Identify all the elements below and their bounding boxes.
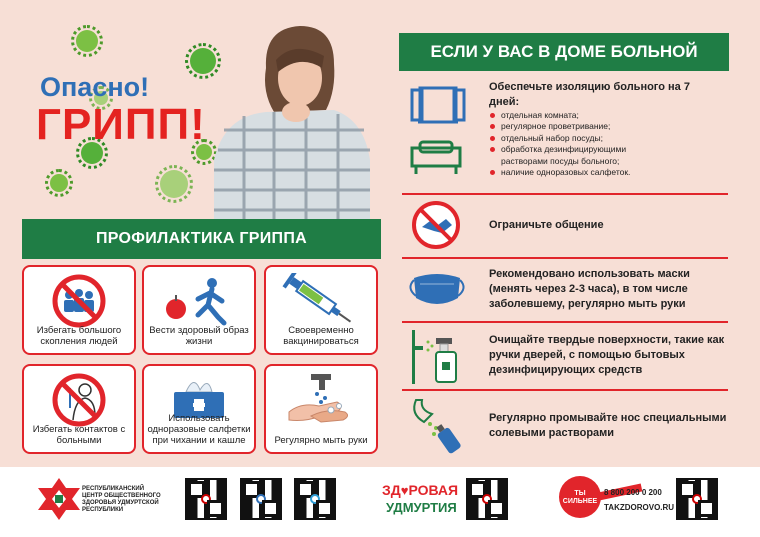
window-icon — [410, 84, 466, 126]
site-link[interactable]: TAKZDOROVO.RU — [604, 503, 675, 512]
prevention-card-label: Избегать большого скопления людей — [36, 325, 122, 347]
prevention-card-label: Избегать контактов с больными — [32, 424, 126, 446]
qr-code-brand[interactable] — [466, 478, 508, 520]
hand-washing-icon — [281, 372, 361, 428]
divider — [402, 389, 728, 391]
prevention-card-tissues — [142, 364, 256, 454]
prevention-card-label: Регулярно мыть руки — [274, 435, 368, 446]
divider — [402, 321, 728, 323]
prevention-card-crowd — [22, 265, 136, 355]
heart-icon: ♥ — [400, 483, 409, 498]
no-crowd-icon — [49, 273, 109, 329]
qr-code[interactable] — [185, 478, 227, 520]
virus-icon — [160, 170, 188, 198]
virus-icon — [190, 48, 216, 74]
list-item: регулярное проветривание; — [489, 121, 659, 132]
isolation-list — [489, 110, 659, 178]
phone-number[interactable]: 8 800 200 0 200 — [604, 488, 662, 497]
home-title-bar: ЕСЛИ У ВАС В ДОМЕ БОЛЬНОЙ — [399, 33, 729, 71]
qr-code-vk[interactable] — [240, 478, 282, 520]
badge-stronger: ТЫ СИЛЬНЕЕ — [559, 476, 601, 518]
spray-bottle-icon — [410, 328, 470, 386]
list-item: наличие одноразовых салфеток. — [489, 167, 659, 178]
prevention-card-contact — [22, 364, 136, 454]
title-danger: Опасно! — [40, 72, 150, 102]
prevention-title-bar: ПРОФИЛАКТИКА ГРИППА — [22, 219, 381, 259]
syringe-icon — [281, 273, 361, 329]
bed-icon — [408, 138, 464, 178]
prevention-card-label: Использовать одноразовые салфетки при чихании и кашле — [147, 413, 251, 446]
divider — [402, 257, 728, 259]
brand-line1-part: РОВАЯ — [408, 482, 459, 498]
prevention-card-vaccine — [264, 265, 378, 355]
home-row-text: Ограничьте общение — [489, 219, 604, 231]
prevention-card-lifestyle — [142, 265, 256, 355]
qr-code-telegram[interactable] — [294, 478, 336, 520]
prevention-card-label: Своевременно вакцинироваться — [283, 325, 359, 347]
home-row-text: Рекомендовано использовать маски (менять через 2-3 часа), в том числе заболевшему, регулярно мыть руки — [489, 268, 690, 310]
isolation-title: Обеспечьте изоляцию больного на 7 дней: — [489, 81, 690, 108]
healthy-lifestyle-icon — [154, 273, 244, 329]
nasal-rinse-icon — [406, 394, 470, 458]
home-row-text: Регулярно промывайте нос специальными солевыми растворами — [489, 412, 727, 439]
face-mask-icon — [406, 268, 468, 310]
no-contact-icon — [49, 372, 109, 428]
list-item: обработка дезинфицирующими растворами посуды больного; — [489, 144, 659, 167]
prevention-card-handwash — [264, 364, 378, 454]
qr-code-site[interactable] — [676, 478, 718, 520]
public-health-center-logo — [36, 476, 82, 522]
list-item: отдельная комната; — [489, 110, 659, 121]
center-name: РЕСПУБЛИКАНСКИЙ ЦЕНТР ОБЩЕСТВЕННОГО ЗДОРОВЬЯ УДМУРТСКОЙ РЕСПУБЛИКИ — [82, 486, 161, 513]
title-flu: ГРИПП! — [36, 100, 206, 149]
home-row-text: Очищайте твердые поверхности, такие как ручки дверей, с помощью бытовых дезинфицирующих средств — [489, 334, 725, 376]
brand-line1 — [382, 482, 458, 498]
no-handshake-icon — [410, 199, 462, 251]
brand-line2: УДМУРТИЯ — [386, 500, 457, 515]
virus-icon — [76, 30, 98, 52]
sick-woman-photo — [214, 20, 370, 226]
divider — [402, 193, 728, 195]
virus-icon — [50, 174, 68, 192]
brand-line1-part: ЗД — [382, 482, 401, 498]
prevention-card-label: Вести здоровый образ жизни — [149, 325, 249, 347]
list-item: отдельный набор посуды; — [489, 133, 659, 144]
